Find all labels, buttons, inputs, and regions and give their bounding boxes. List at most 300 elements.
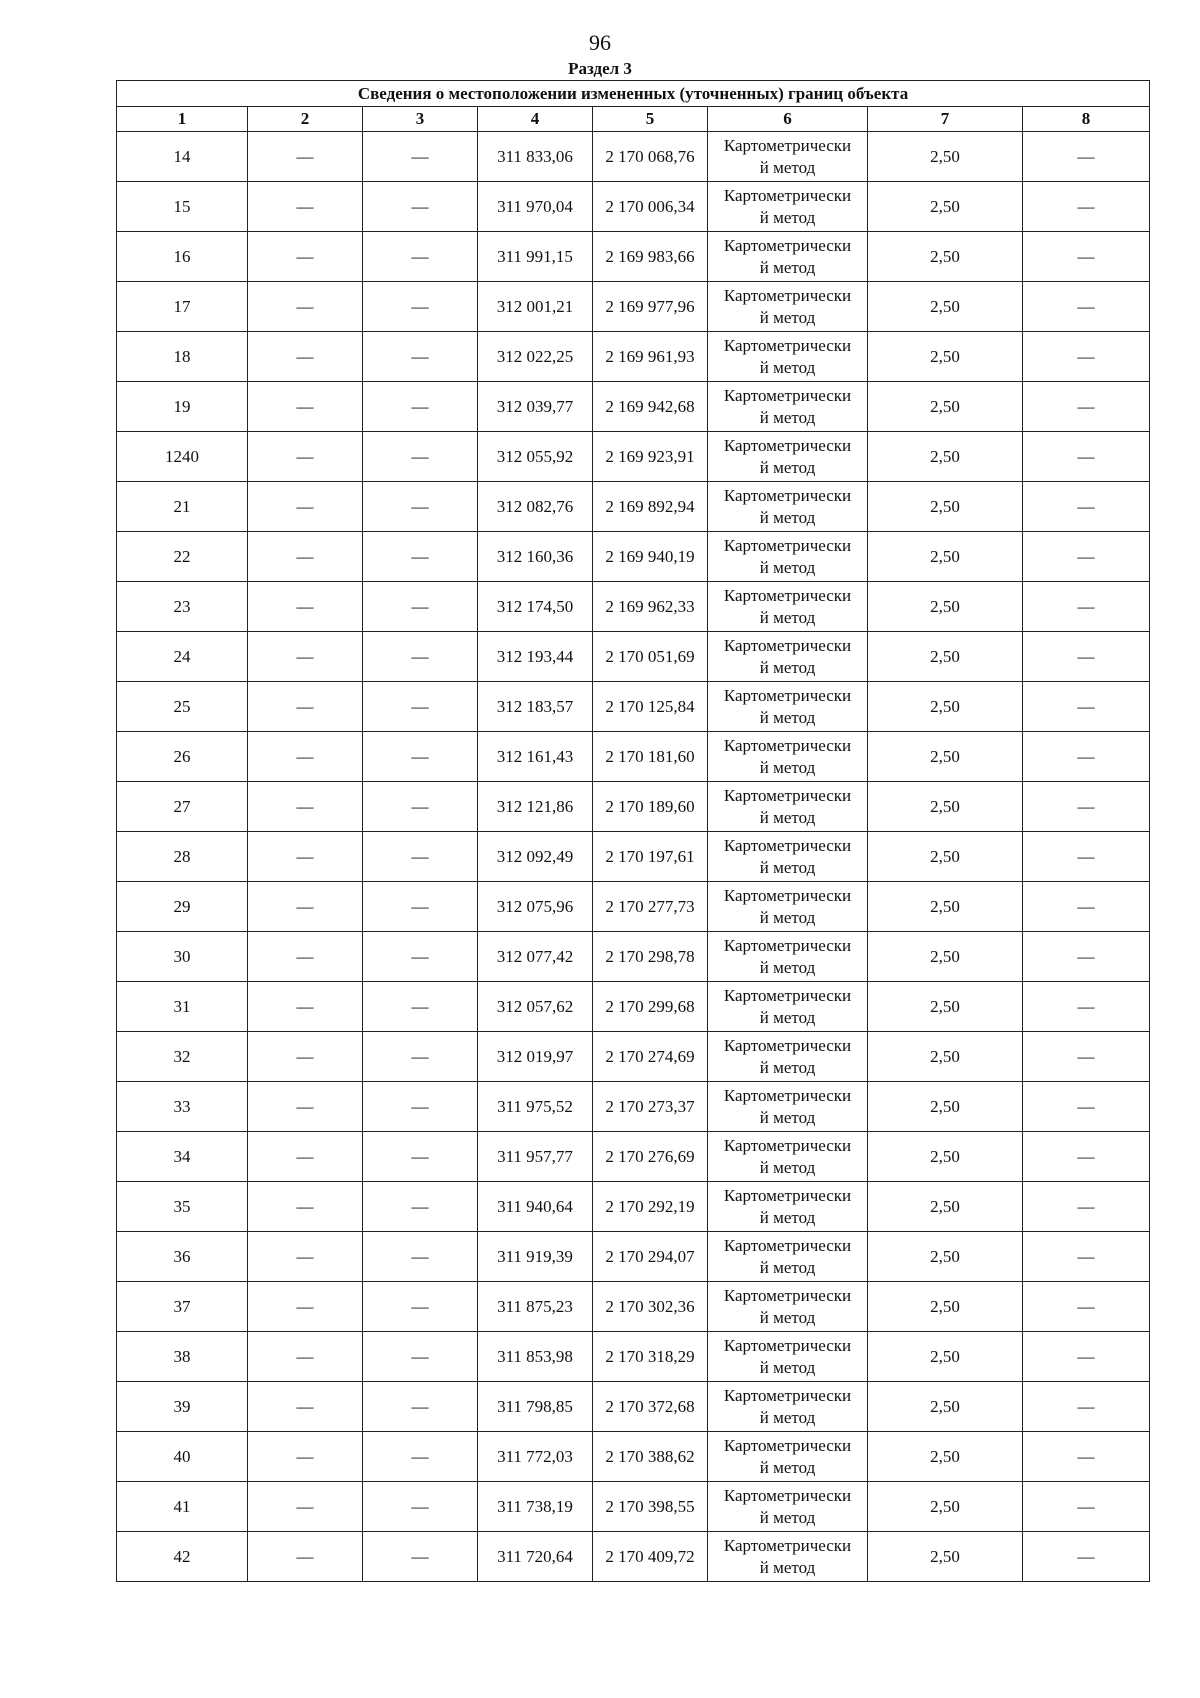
point-number-cell: 27 — [117, 782, 248, 832]
x-coordinate-cell: 312 121,86 — [478, 782, 593, 832]
table-row — [117, 1132, 1150, 1182]
table-row — [117, 582, 1150, 632]
point-number-cell: 17 — [117, 282, 248, 332]
column-2-cell: — — [248, 282, 363, 332]
table-row — [117, 232, 1150, 282]
column-2-cell: — — [248, 482, 363, 532]
point-number-cell: 15 — [117, 182, 248, 232]
table-row — [117, 332, 1150, 382]
column-2-cell: — — [248, 1232, 363, 1282]
accuracy-cell: 2,50 — [868, 482, 1023, 532]
table-row — [117, 432, 1150, 482]
method-text-line: й метод — [759, 507, 816, 527]
method-text-line: Картометрически — [723, 885, 852, 905]
x-coordinate-cell: 312 055,92 — [478, 432, 593, 482]
table-row — [117, 132, 1150, 182]
point-number-cell: 24 — [117, 632, 248, 682]
method-text-line: Картометрически — [723, 185, 852, 205]
method-cell — [708, 132, 868, 182]
accuracy-cell: 2,50 — [868, 532, 1023, 582]
method-text-line: й метод — [759, 1057, 816, 1077]
column-2-cell: — — [248, 1132, 363, 1182]
column-8-cell: — — [1023, 732, 1150, 782]
column-8-cell: — — [1023, 1182, 1150, 1232]
method-text-line: й метод — [759, 1357, 816, 1377]
point-number-cell: 21 — [117, 482, 248, 532]
column-2-cell: — — [248, 1332, 363, 1382]
column-2-cell: — — [248, 882, 363, 932]
point-number-cell: 22 — [117, 532, 248, 582]
column-8-cell: — — [1023, 1132, 1150, 1182]
method-text-line: Картометрически — [723, 1335, 852, 1355]
boundary-coordinates-table — [116, 80, 1150, 1582]
column-2-cell: — — [248, 582, 363, 632]
y-coordinate-cell: 2 169 892,94 — [593, 482, 708, 532]
method-text-line: Картометрически — [723, 585, 852, 605]
column-3-cell: — — [363, 832, 478, 882]
point-number-cell: 32 — [117, 1032, 248, 1082]
point-number-cell: 34 — [117, 1132, 248, 1182]
column-3-cell: — — [363, 1132, 478, 1182]
column-2-cell: — — [248, 432, 363, 482]
x-coordinate-cell: 312 161,43 — [478, 732, 593, 782]
y-coordinate-cell: 2 170 189,60 — [593, 782, 708, 832]
method-text-line: й метод — [759, 1457, 816, 1477]
table-row — [117, 932, 1150, 982]
column-8-cell: — — [1023, 782, 1150, 832]
column-2-cell: — — [248, 182, 363, 232]
accuracy-cell: 2,50 — [868, 1482, 1023, 1532]
accuracy-cell: 2,50 — [868, 882, 1023, 932]
method-text-line: й метод — [759, 357, 816, 377]
column-8-cell: — — [1023, 182, 1150, 232]
method-text-line: й метод — [759, 807, 816, 827]
method-text-line: Картометрически — [723, 135, 852, 155]
table-row — [117, 1482, 1150, 1532]
column-3-cell: — — [363, 382, 478, 432]
column-3-cell: — — [363, 732, 478, 782]
x-coordinate-cell: 311 975,52 — [478, 1082, 593, 1132]
x-coordinate-cell: 311 772,03 — [478, 1432, 593, 1482]
column-2-cell: — — [248, 132, 363, 182]
table-row — [117, 1182, 1150, 1232]
point-number-cell: 29 — [117, 882, 248, 932]
y-coordinate-cell: 2 170 294,07 — [593, 1232, 708, 1282]
y-coordinate-cell: 2 170 299,68 — [593, 982, 708, 1032]
method-cell — [708, 182, 868, 232]
accuracy-cell: 2,50 — [868, 1232, 1023, 1282]
column-2-cell: — — [248, 1182, 363, 1232]
column-8-cell: — — [1023, 1382, 1150, 1432]
column-3-cell: — — [363, 482, 478, 532]
method-text-line: Картометрически — [723, 685, 852, 705]
column-2-cell: — — [248, 382, 363, 432]
method-cell — [708, 982, 868, 1032]
column-8-cell: — — [1023, 832, 1150, 882]
x-coordinate-cell: 312 019,97 — [478, 1032, 593, 1082]
method-text-line: Картометрически — [723, 1435, 852, 1455]
y-coordinate-cell: 2 170 125,84 — [593, 682, 708, 732]
column-number-header: 1 — [117, 107, 248, 132]
method-cell — [708, 582, 868, 632]
column-3-cell: — — [363, 1232, 478, 1282]
point-number-cell: 35 — [117, 1182, 248, 1232]
table-row — [117, 482, 1150, 532]
column-3-cell: — — [363, 682, 478, 732]
method-text-line: й метод — [759, 1507, 816, 1527]
table-row — [117, 1282, 1150, 1332]
column-number-header: 2 — [248, 107, 363, 132]
column-2-cell: — — [248, 632, 363, 682]
column-3-cell: — — [363, 1532, 478, 1582]
method-text-line: Картометрически — [723, 935, 852, 955]
table-row — [117, 1232, 1150, 1282]
column-2-cell: — — [248, 1382, 363, 1432]
x-coordinate-cell: 311 940,64 — [478, 1182, 593, 1232]
point-number-cell: 37 — [117, 1282, 248, 1332]
column-8-cell: — — [1023, 382, 1150, 432]
column-8-cell: — — [1023, 282, 1150, 332]
accuracy-cell: 2,50 — [868, 1332, 1023, 1382]
method-text-line: й метод — [759, 757, 816, 777]
method-cell — [708, 632, 868, 682]
column-3-cell: — — [363, 132, 478, 182]
point-number-cell: 19 — [117, 382, 248, 432]
method-cell — [708, 532, 868, 582]
method-text-line: й метод — [759, 907, 816, 927]
method-cell — [708, 782, 868, 832]
x-coordinate-cell: 312 001,21 — [478, 282, 593, 332]
point-number-cell: 33 — [117, 1082, 248, 1132]
y-coordinate-cell: 2 170 273,37 — [593, 1082, 708, 1132]
y-coordinate-cell: 2 170 298,78 — [593, 932, 708, 982]
x-coordinate-cell: 312 193,44 — [478, 632, 593, 682]
column-2-cell: — — [248, 232, 363, 282]
method-text-line: й метод — [759, 857, 816, 877]
table-row — [117, 1432, 1150, 1482]
accuracy-cell: 2,50 — [868, 1282, 1023, 1332]
method-text-line: й метод — [759, 257, 816, 277]
table-row — [117, 982, 1150, 1032]
column-3-cell: — — [363, 882, 478, 932]
y-coordinate-cell: 2 170 006,34 — [593, 182, 708, 232]
y-coordinate-cell: 2 170 277,73 — [593, 882, 708, 932]
method-cell — [708, 282, 868, 332]
method-text-line: й метод — [759, 1557, 816, 1577]
column-3-cell: — — [363, 1332, 478, 1382]
column-3-cell: — — [363, 1082, 478, 1132]
x-coordinate-cell: 312 183,57 — [478, 682, 593, 732]
method-text-line: й метод — [759, 207, 816, 227]
method-text-line: й метод — [759, 1257, 816, 1277]
column-8-cell: — — [1023, 1482, 1150, 1532]
accuracy-cell: 2,50 — [868, 782, 1023, 832]
x-coordinate-cell: 311 991,15 — [478, 232, 593, 282]
method-text-line: й метод — [759, 557, 816, 577]
column-3-cell: — — [363, 932, 478, 982]
column-3-cell: — — [363, 1382, 478, 1432]
method-text-line: Картометрически — [723, 285, 852, 305]
column-2-cell: — — [248, 1032, 363, 1082]
table-row — [117, 1082, 1150, 1132]
x-coordinate-cell: 311 875,23 — [478, 1282, 593, 1332]
accuracy-cell: 2,50 — [868, 1182, 1023, 1232]
method-text-line: й метод — [759, 1107, 816, 1127]
point-number-cell: 36 — [117, 1232, 248, 1282]
method-text-line: Картометрически — [723, 1285, 852, 1305]
method-cell — [708, 1032, 868, 1082]
method-text-line: й метод — [759, 607, 816, 627]
method-text-line: й метод — [759, 157, 816, 177]
column-3-cell: — — [363, 982, 478, 1032]
method-cell — [708, 682, 868, 732]
column-2-cell: — — [248, 982, 363, 1032]
y-coordinate-cell: 2 169 940,19 — [593, 532, 708, 582]
method-text-line: Картометрически — [723, 1185, 852, 1205]
x-coordinate-cell: 312 160,36 — [478, 532, 593, 582]
accuracy-cell: 2,50 — [868, 182, 1023, 232]
column-2-cell: — — [248, 532, 363, 582]
method-text-line: й метод — [759, 1307, 816, 1327]
accuracy-cell: 2,50 — [868, 982, 1023, 1032]
method-cell — [708, 1182, 868, 1232]
column-8-cell: — — [1023, 1232, 1150, 1282]
column-8-cell: — — [1023, 882, 1150, 932]
column-8-cell: — — [1023, 682, 1150, 732]
method-text-line: Картометрически — [723, 1235, 852, 1255]
accuracy-cell: 2,50 — [868, 332, 1023, 382]
method-cell — [708, 1282, 868, 1332]
column-2-cell: — — [248, 1532, 363, 1582]
y-coordinate-cell: 2 170 292,19 — [593, 1182, 708, 1232]
column-8-cell: — — [1023, 1282, 1150, 1332]
column-8-cell: — — [1023, 432, 1150, 482]
table-row — [117, 782, 1150, 832]
point-number-cell: 1240 — [117, 432, 248, 482]
column-3-cell: — — [363, 582, 478, 632]
accuracy-cell: 2,50 — [868, 1432, 1023, 1482]
method-text-line: й метод — [759, 707, 816, 727]
accuracy-cell: 2,50 — [868, 932, 1023, 982]
point-number-cell: 39 — [117, 1382, 248, 1432]
column-3-cell: — — [363, 632, 478, 682]
column-8-cell: — — [1023, 1532, 1150, 1582]
method-text-line: Картометрически — [723, 1035, 852, 1055]
table-row — [117, 1032, 1150, 1082]
y-coordinate-cell: 2 170 318,29 — [593, 1332, 708, 1382]
column-number-header: 7 — [868, 107, 1023, 132]
x-coordinate-cell: 312 174,50 — [478, 582, 593, 632]
method-cell — [708, 882, 868, 932]
method-text-line: Картометрически — [723, 435, 852, 455]
column-2-cell: — — [248, 1482, 363, 1532]
y-coordinate-cell: 2 169 961,93 — [593, 332, 708, 382]
column-3-cell: — — [363, 1482, 478, 1532]
y-coordinate-cell: 2 169 942,68 — [593, 382, 708, 432]
column-3-cell: — — [363, 1182, 478, 1232]
accuracy-cell: 2,50 — [868, 582, 1023, 632]
point-number-cell: 14 — [117, 132, 248, 182]
method-text-line: й метод — [759, 1007, 816, 1027]
point-number-cell: 41 — [117, 1482, 248, 1532]
y-coordinate-cell: 2 170 409,72 — [593, 1532, 708, 1582]
column-8-cell: — — [1023, 932, 1150, 982]
column-8-cell: — — [1023, 632, 1150, 682]
point-number-cell: 28 — [117, 832, 248, 882]
y-coordinate-cell: 2 170 398,55 — [593, 1482, 708, 1532]
point-number-cell: 40 — [117, 1432, 248, 1482]
y-coordinate-cell: 2 170 181,60 — [593, 732, 708, 782]
column-3-cell: — — [363, 232, 478, 282]
table-row — [117, 1532, 1150, 1582]
accuracy-cell: 2,50 — [868, 1032, 1023, 1082]
accuracy-cell: 2,50 — [868, 732, 1023, 782]
accuracy-cell: 2,50 — [868, 432, 1023, 482]
method-text-line: Картометрически — [723, 785, 852, 805]
y-coordinate-cell: 2 170 068,76 — [593, 132, 708, 182]
column-8-cell: — — [1023, 582, 1150, 632]
method-text-line: Картометрически — [723, 1385, 852, 1405]
column-number-header: 5 — [593, 107, 708, 132]
x-coordinate-cell: 312 022,25 — [478, 332, 593, 382]
section-title: Раздел 3 — [568, 59, 632, 78]
accuracy-cell: 2,50 — [868, 232, 1023, 282]
method-cell — [708, 482, 868, 532]
table-row — [117, 1382, 1150, 1432]
accuracy-cell: 2,50 — [868, 132, 1023, 182]
method-text-line: Картометрически — [723, 1135, 852, 1155]
method-text-line: Картометрически — [723, 235, 852, 255]
x-coordinate-cell: 312 057,62 — [478, 982, 593, 1032]
y-coordinate-cell: 2 169 983,66 — [593, 232, 708, 282]
method-text-line: Картометрически — [723, 485, 852, 505]
x-coordinate-cell: 311 970,04 — [478, 182, 593, 232]
method-cell — [708, 932, 868, 982]
table-body — [117, 132, 1150, 1582]
column-number-header: 8 — [1023, 107, 1150, 132]
method-text-line: й метод — [759, 1157, 816, 1177]
method-text-line: й метод — [759, 457, 816, 477]
method-cell — [708, 1482, 868, 1532]
table-row — [117, 632, 1150, 682]
y-coordinate-cell: 2 169 962,33 — [593, 582, 708, 632]
accuracy-cell: 2,50 — [868, 1082, 1023, 1132]
method-cell — [708, 832, 868, 882]
method-cell — [708, 232, 868, 282]
method-text-line: й метод — [759, 407, 816, 427]
accuracy-cell: 2,50 — [868, 1532, 1023, 1582]
column-2-cell: — — [248, 682, 363, 732]
column-3-cell: — — [363, 1032, 478, 1082]
accuracy-cell: 2,50 — [868, 382, 1023, 432]
y-coordinate-cell: 2 169 977,96 — [593, 282, 708, 332]
method-cell — [708, 1232, 868, 1282]
y-coordinate-cell: 2 169 923,91 — [593, 432, 708, 482]
column-number-row — [117, 107, 1150, 132]
point-number-cell: 30 — [117, 932, 248, 982]
method-text-line: Картометрически — [723, 735, 852, 755]
accuracy-cell: 2,50 — [868, 1132, 1023, 1182]
method-cell — [708, 1082, 868, 1132]
method-cell — [708, 332, 868, 382]
column-8-cell: — — [1023, 982, 1150, 1032]
column-2-cell: — — [248, 1282, 363, 1332]
column-3-cell: — — [363, 182, 478, 232]
method-cell — [708, 1432, 868, 1482]
column-number-header: 4 — [478, 107, 593, 132]
method-text-line: Картометрически — [723, 635, 852, 655]
column-8-cell: — — [1023, 1082, 1150, 1132]
table-row — [117, 732, 1150, 782]
x-coordinate-cell: 311 798,85 — [478, 1382, 593, 1432]
x-coordinate-cell: 312 082,76 — [478, 482, 593, 532]
method-text-line: Картометрически — [723, 385, 852, 405]
method-cell — [708, 1532, 868, 1582]
x-coordinate-cell: 312 039,77 — [478, 382, 593, 432]
table-row — [117, 832, 1150, 882]
method-text-line: й метод — [759, 957, 816, 977]
accuracy-cell: 2,50 — [868, 832, 1023, 882]
column-3-cell: — — [363, 282, 478, 332]
method-text-line: й метод — [759, 307, 816, 327]
x-coordinate-cell: 312 077,42 — [478, 932, 593, 982]
method-text-line: й метод — [759, 657, 816, 677]
x-coordinate-cell: 312 075,96 — [478, 882, 593, 932]
column-2-cell: — — [248, 832, 363, 882]
y-coordinate-cell: 2 170 372,68 — [593, 1382, 708, 1432]
method-cell — [708, 432, 868, 482]
table-row — [117, 282, 1150, 332]
point-number-cell: 38 — [117, 1332, 248, 1382]
accuracy-cell: 2,50 — [868, 682, 1023, 732]
method-cell — [708, 1332, 868, 1382]
point-number-cell: 18 — [117, 332, 248, 382]
column-number-header: 6 — [708, 107, 868, 132]
point-number-cell: 42 — [117, 1532, 248, 1582]
column-2-cell: — — [248, 782, 363, 832]
x-coordinate-cell: 312 092,49 — [478, 832, 593, 882]
table-row — [117, 882, 1150, 932]
y-coordinate-cell: 2 170 276,69 — [593, 1132, 708, 1182]
page-number: 96 — [589, 30, 611, 55]
column-3-cell: — — [363, 1432, 478, 1482]
column-8-cell: — — [1023, 532, 1150, 582]
x-coordinate-cell: 311 738,19 — [478, 1482, 593, 1532]
method-text-line: й метод — [759, 1207, 816, 1227]
accuracy-cell: 2,50 — [868, 632, 1023, 682]
column-3-cell: — — [363, 532, 478, 582]
column-8-cell: — — [1023, 1332, 1150, 1382]
y-coordinate-cell: 2 170 197,61 — [593, 832, 708, 882]
column-2-cell: — — [248, 732, 363, 782]
column-3-cell: — — [363, 782, 478, 832]
column-2-cell: — — [248, 932, 363, 982]
column-8-cell: — — [1023, 482, 1150, 532]
method-text-line: й метод — [759, 1407, 816, 1427]
column-8-cell: — — [1023, 1432, 1150, 1482]
y-coordinate-cell: 2 170 388,62 — [593, 1432, 708, 1482]
column-3-cell: — — [363, 1282, 478, 1332]
method-text-line: Картометрически — [723, 1085, 852, 1105]
column-number-header: 3 — [363, 107, 478, 132]
point-number-cell: 16 — [117, 232, 248, 282]
method-cell — [708, 732, 868, 782]
point-number-cell: 26 — [117, 732, 248, 782]
y-coordinate-cell: 2 170 051,69 — [593, 632, 708, 682]
method-cell — [708, 382, 868, 432]
method-text-line: Картометрически — [723, 535, 852, 555]
method-cell — [708, 1132, 868, 1182]
